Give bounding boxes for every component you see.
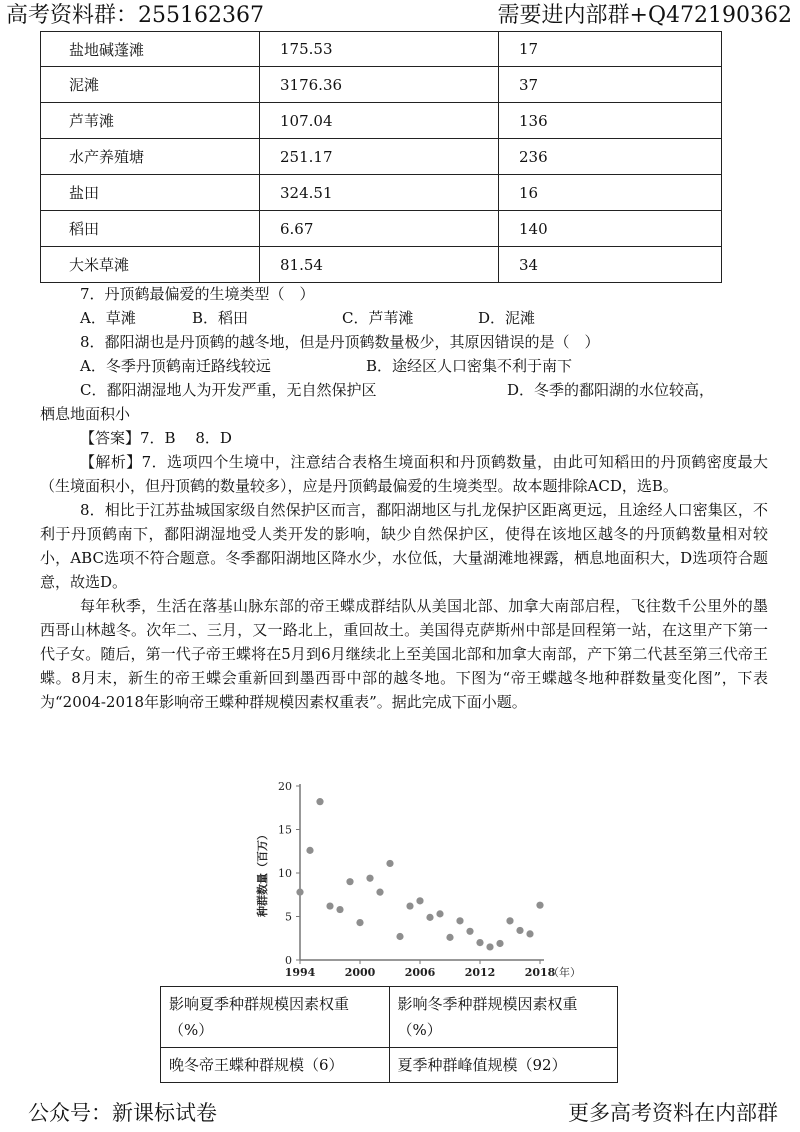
monarch-population-chart	[248, 770, 588, 980]
habitat-area-cell: 6.67	[260, 211, 499, 247]
crane-count-cell: 34	[499, 247, 722, 283]
data-point	[376, 889, 383, 896]
q8-options-cd	[40, 378, 768, 402]
table-row	[41, 103, 722, 139]
data-point	[516, 927, 523, 934]
crane-count-cell: 37	[499, 67, 722, 103]
y-tick-label: 15	[278, 823, 292, 837]
y-tick-label: 20	[278, 780, 292, 793]
q8-option-b: B．途经区人口密集不利于南下	[366, 357, 573, 375]
data-point	[456, 917, 463, 924]
x-tick-label: 2006	[404, 966, 436, 979]
analysis-q8: 8．相比于江苏盐城国家级自然保护区而言，鄱阳湖地区与扎龙保护区距离更远，且途经人口密集区，不利于丹顶鹤南下，鄱阳湖湿地受人类开发的影响，缺少自然保护区，使得在该地区越冬的丹顶鹤数量相对较小，ABC选项不符合题意。冬季鄱阳湖地区降水少，水位低，大量湖滩地裸露，栖息地面积大，D选项符合题意，故选D。	[40, 501, 768, 591]
habitat-type-cell: 芦苇滩	[41, 103, 260, 139]
data-point	[536, 902, 543, 909]
data-point	[426, 914, 433, 921]
table-row	[41, 175, 722, 211]
data-point	[306, 847, 313, 854]
x-tick-label: 2000	[344, 966, 376, 979]
habitat-area-cell: 175.53	[260, 32, 499, 67]
habitat-area-cell: 251.17	[260, 139, 499, 175]
habitat-type-cell: 稻田	[41, 211, 260, 247]
factor-weight-table	[160, 986, 618, 1083]
data-point	[346, 878, 353, 885]
header-group-number: 高考资料群：255162367	[6, 3, 264, 28]
data-point	[326, 902, 333, 909]
table-row	[41, 32, 722, 67]
crane-count-cell: 236	[499, 139, 722, 175]
data-point	[336, 906, 343, 913]
q7-option-d: D．泥滩	[478, 309, 536, 327]
habitat-type-cell: 水产养殖塘	[41, 139, 260, 175]
q8-options-ab	[40, 354, 768, 378]
data-point	[386, 860, 393, 867]
data-point	[486, 943, 493, 950]
x-axis-label: （年）	[548, 966, 581, 979]
y-tick-label: 5	[285, 910, 292, 924]
questions-block	[40, 282, 768, 714]
butterfly-passage: 每年秋季，生活在落基山脉东部的帝王蝶成群结队从美国北部、加拿大南部启程，飞往数千公里外的墨西哥山林越冬。次年二、三月，又一路北上，重回故土。美国得克萨斯州中部是回程第一站，在这里产下第一代子女。随后，第一代子帝王蝶将在5月到6月继续北上至美国北部和加拿大南部，产下第二代甚至第三代帝王蝶。8月末，新生的帝王蝶会重新回到墨西哥中部的越冬地。下图为“帝王蝶越冬地种群数量变化图”，下表为“2004-2018年影响帝王蝶种群规模因素权重表”。据此完成下面小题。	[40, 597, 768, 711]
factor-cell-winter: 夏季种群峰值规模（92）	[389, 1048, 618, 1083]
footer-more-info: 更多高考资料在内部群	[568, 1101, 778, 1125]
habitat-type-cell: 泥滩	[41, 67, 260, 103]
x-tick-label: 2012	[464, 966, 496, 979]
habitat-area-cell: 107.04	[260, 103, 499, 139]
q7-option-a: A．草滩	[80, 309, 136, 327]
habitat-area-cell: 324.51	[260, 175, 499, 211]
q8-option-d: D．冬季的鄱阳湖的水位较高，	[507, 381, 715, 399]
habitat-type-cell: 盐田	[41, 175, 260, 211]
table-row	[41, 139, 722, 175]
data-point	[316, 798, 323, 805]
table-row	[41, 247, 722, 283]
data-point	[496, 940, 503, 947]
habitat-area-cell: 81.54	[260, 247, 499, 283]
footer-account: 公众号：新课标试卷	[28, 1101, 217, 1125]
data-point	[366, 875, 373, 882]
q7-options	[40, 306, 768, 330]
x-tick-label: 2018	[524, 966, 556, 979]
factor-cell-summer: 晚冬帝王蝶种群规模（6）	[161, 1048, 390, 1083]
data-point	[476, 939, 483, 946]
crane-count-cell: 136	[499, 103, 722, 139]
data-point	[396, 933, 403, 940]
y-axis-label: 种群数量（百万）	[256, 829, 269, 917]
x-tick-label: 1994	[284, 966, 316, 979]
crane-count-cell: 17	[499, 32, 722, 67]
data-point	[406, 902, 413, 909]
factor-head-winter: 影响冬季种群规模因素权重（%）	[389, 987, 618, 1048]
q8-option-c: C．鄱阳湖湿地人为开发严重，无自然保护区	[80, 381, 377, 399]
y-tick-label: 10	[278, 867, 292, 880]
habitat-type-cell: 大米草滩	[41, 247, 260, 283]
data-point	[416, 897, 423, 904]
data-point	[526, 930, 533, 937]
q8-stem: 8．鄱阳湖也是丹顶鹤的越冬地，但是丹顶鹤数量极少，其原因错误的是（ ）	[80, 333, 600, 351]
q8-option-d-cont: 栖息地面积小	[40, 405, 131, 423]
analysis-q7: 【解析】7．选项四个生境中，注意结合表格生境面积和丹顶鹤数量，由此可知稻田的丹顶鹤密度最大（生境面积小，但丹顶鹤的数量较多），应是丹顶鹤最偏爱的生境类型。故本题排除ACD，选B。	[40, 453, 768, 495]
data-point	[446, 934, 453, 941]
q7-option-c: C．芦苇滩	[342, 309, 414, 327]
q8-option-a: A．冬季丹顶鹤南迁路线较远	[80, 357, 271, 375]
crane-count-cell: 16	[499, 175, 722, 211]
header-contact: 需要进内部群+Q472190362	[497, 3, 792, 28]
factor-head-summer: 影响夏季种群规模因素权重（%）	[161, 987, 390, 1048]
q7-stem: 7．丹顶鹤最偏爱的生境类型（ ）	[80, 285, 315, 303]
crane-count-cell: 140	[499, 211, 722, 247]
answer-line: 【答案】7．B 8．D	[80, 429, 232, 447]
habitat-type-cell: 盐地碱蓬滩	[41, 32, 260, 67]
data-point	[356, 919, 363, 926]
y-tick-label: 0	[285, 954, 292, 967]
habitat-area-cell: 3176.36	[260, 67, 499, 103]
data-point	[466, 928, 473, 935]
table-row	[41, 67, 722, 103]
q7-option-b: B．稻田	[192, 309, 249, 327]
table-row	[41, 211, 722, 247]
habitat-table	[40, 31, 722, 283]
data-point	[436, 910, 443, 917]
data-point	[506, 917, 513, 924]
data-point	[296, 889, 303, 896]
